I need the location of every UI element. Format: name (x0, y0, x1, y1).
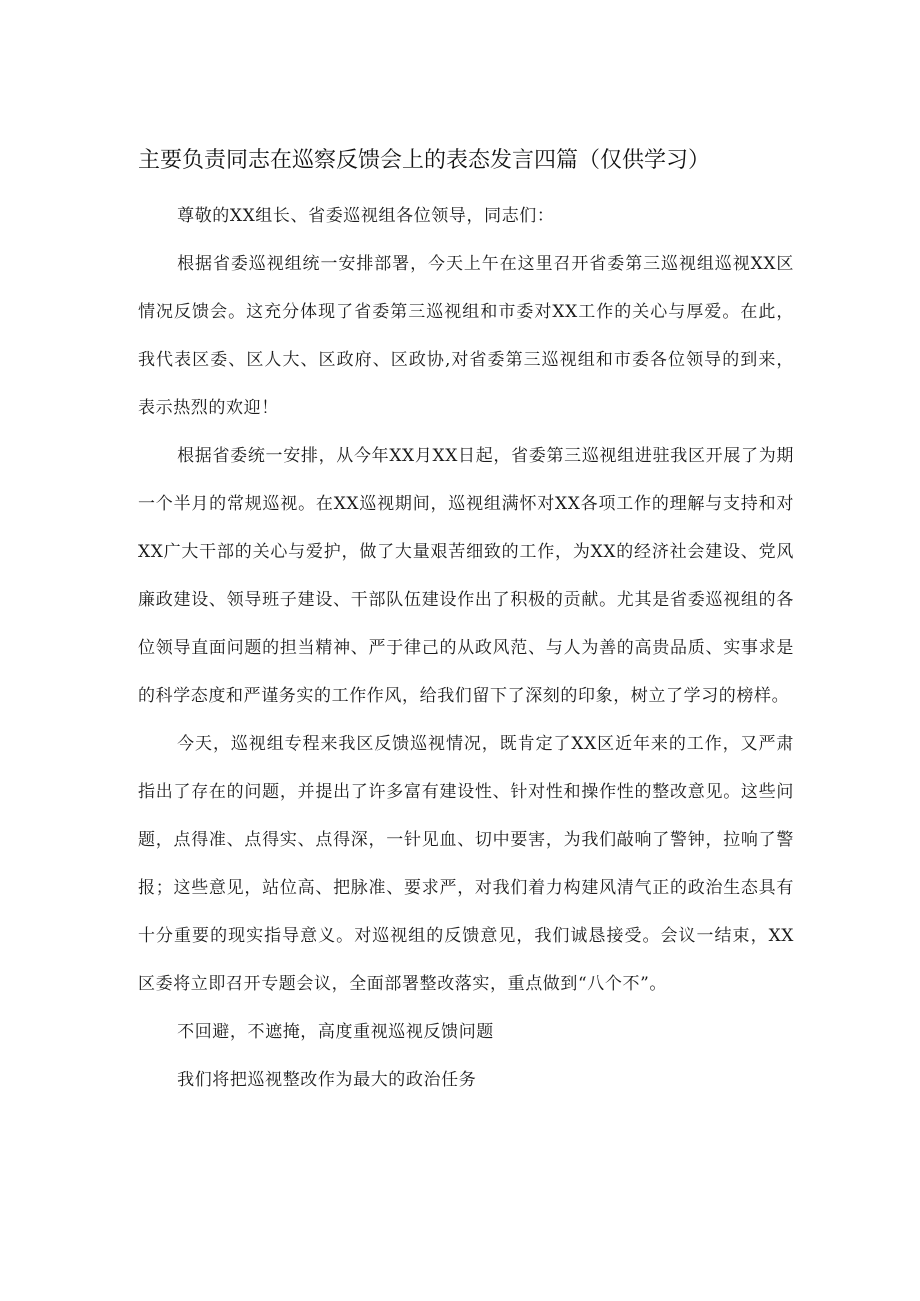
document-title: 主要负责同志在巡察反馈会上的表态发言四篇（仅供学习） (138, 148, 711, 173)
paragraph-inspection-review: 根据省委统一安排，从今年XX月XX日起，省委第三巡视组进驻我区开展了为期一个半月的常规巡视。在XX巡视期间，巡视组满怀对XX各项工作的理解与支持和对XX广大干部的关心与爱护，做了大量艰苦细致的工作，为XX的经济社会建设、党风廉政建设、领导班子建设、干部队伍建设作出了积极的贡献。尤其是省委巡视组的各位领导直面问题的担当精神、严于律己的从政风范、与人为善的高贵品质、实事求是的科学态度和严谨务实的工作作风，给我们留下了深刻的印象，树立了学习的榜样。 (138, 446, 794, 706)
paragraph-heading-no-avoid: 不回避，不遮掩，高度重视巡视反馈问题 (177, 1022, 494, 1042)
paragraph-greeting: 尊敬的XX组长、省委巡视组各位领导，同志们： (177, 206, 555, 226)
paragraph-feedback-response: 今天，巡视组专程来我区反馈巡视情况，既肯定了XX区近年来的工作，又严肃指出了存在的问题，并提出了许多富有建设性、针对性和操作性的整改意见。这些问题，点得准、点得实、点得深，一针见血、切中要害，为我们敲响了警钟，拉响了警报；这些意见，站位高、把脉准、要求严，对我们着力构建风清气正的政治生态具有十分重要的现实指导意义。对巡视组的反馈意见，我们诚恳接受。会议一结束，XX区委将立即召开专题会议，全面部署整改落实，重点做到“八个不”。 (138, 734, 794, 994)
document-body (138, 192, 794, 1104)
paragraph-welcome: 根据省委巡视组统一安排部署，今天上午在这里召开省委第三巡视组巡视XX区情况反馈会。这充分体现了省委第三巡视组和市委对XX工作的关心与厚爱。在此，我代表区委、区人大、区政府、区政协,对省委第三巡视组和市委各位领导的到来，表示热烈的欢迎！ (138, 254, 794, 418)
paragraph-political-task: 我们将把巡视整改作为最大的政治任务 (177, 1070, 477, 1090)
